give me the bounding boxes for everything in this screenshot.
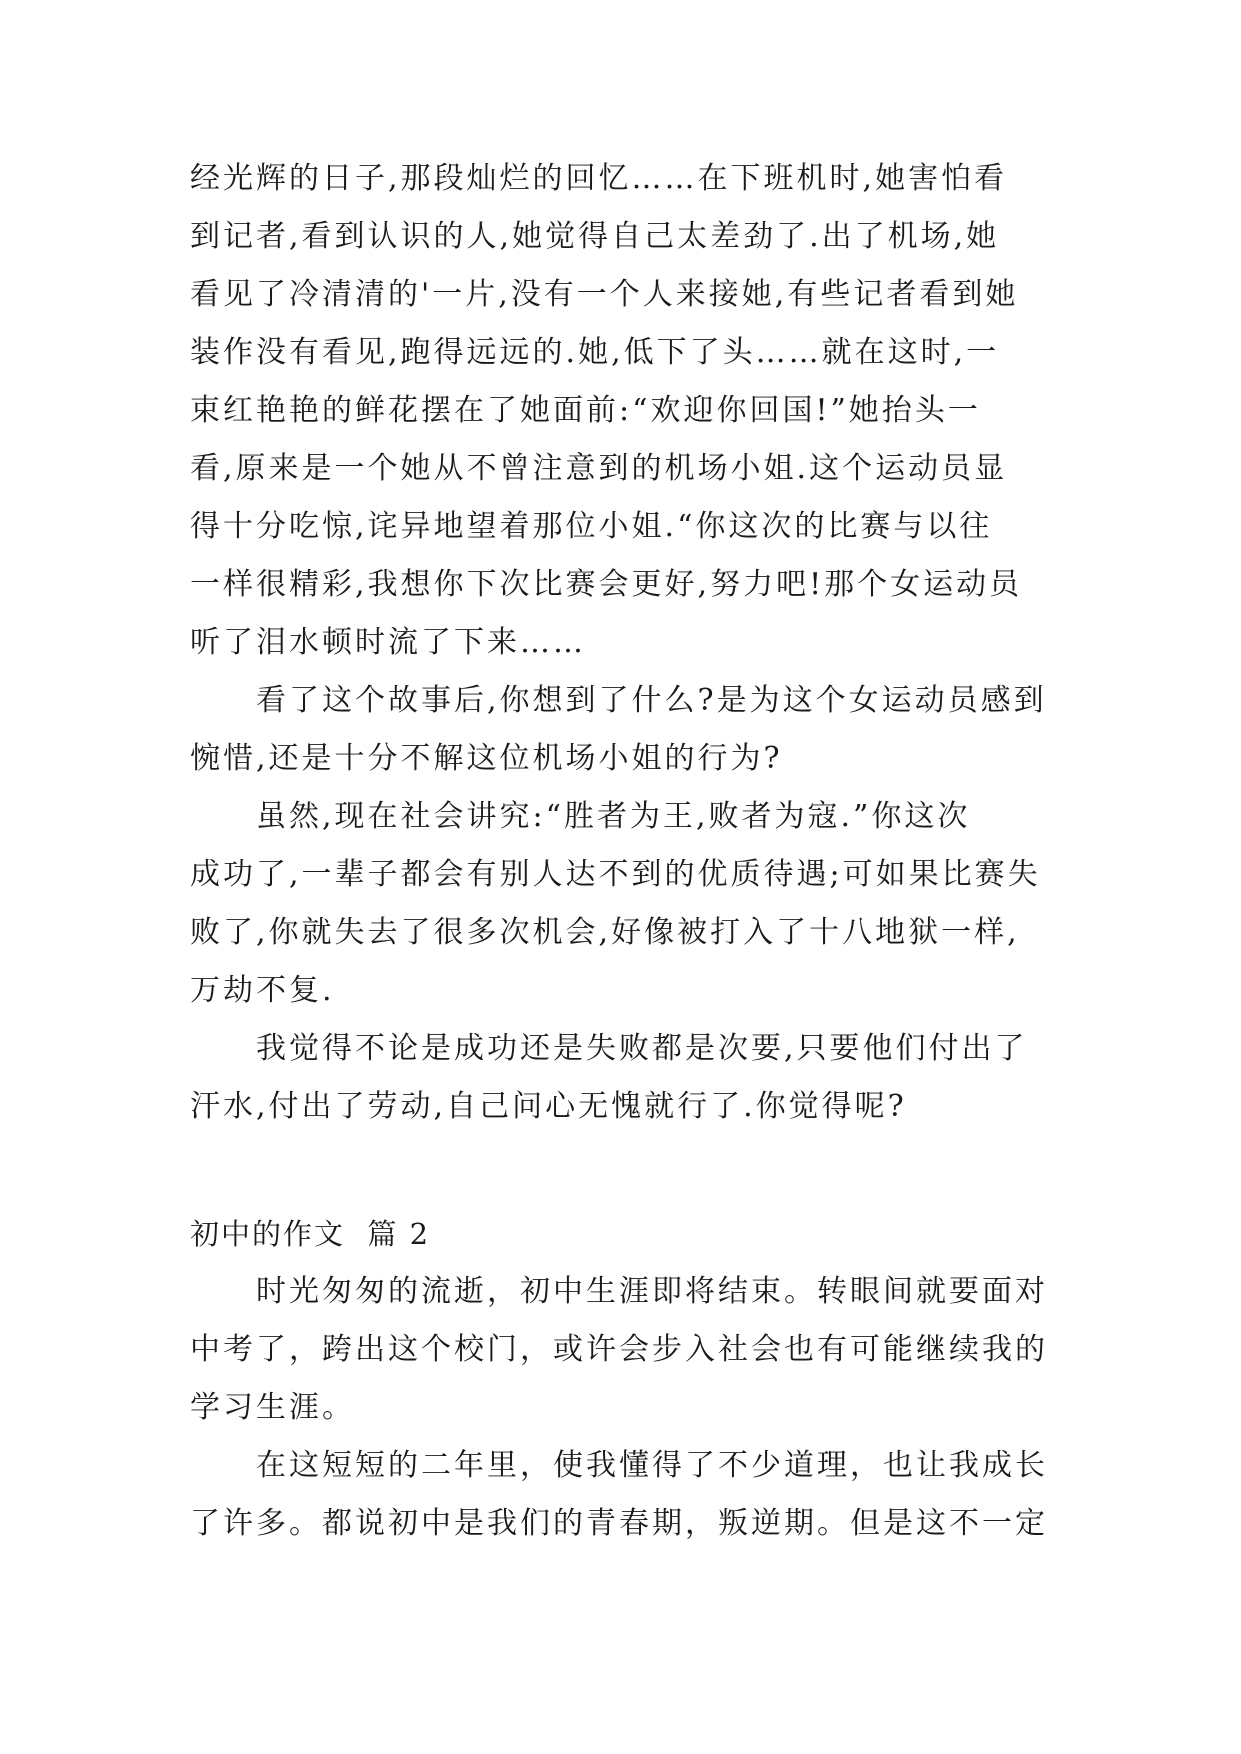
text-line: 经光辉的日子,那段灿烂的回忆……在下班机时,她害怕看 — [190, 161, 1008, 196]
text-line: 得十分吃惊,诧异地望着那位小姐.“你这次的比赛与以往 — [190, 509, 993, 544]
text-line: 装作没有看见,跑得远远的.她,低下了头……就在这时,一 — [190, 335, 1000, 370]
text-line: 看了这个故事后,你想到了什么?是为这个女运动员感到 — [190, 683, 1047, 718]
text-line: 我觉得不论是成功还是失败都是次要,只要他们付出了 — [190, 1031, 1028, 1066]
text-line: 一样很精彩,我想你下次比赛会更好,努力吧!那个女运动员 — [190, 567, 1023, 602]
text-line: 万劫不复. — [190, 973, 335, 1008]
text-line: 败了,你就失去了很多次机会,好像被打入了十八地狱一样, — [190, 915, 1020, 950]
text-line: 惋惜,还是十分不解这位机场小姐的行为? — [190, 741, 783, 776]
text-line: 看,原来是一个她从不曾注意到的机场小姐.这个运动员显 — [190, 451, 1008, 486]
text-line: 看见了冷清清的'一片,没有一个人来接她,有些记者看到她 — [190, 277, 1019, 312]
text-line: 成功了,一辈子都会有别人达不到的优质待遇;可如果比赛失 — [190, 857, 1041, 892]
text-line: 汗水,付出了劳动,自己问心无愧就行了.你觉得呢? — [190, 1089, 907, 1124]
text-line: 了许多。都说初中是我们的青春期，叛逆期。但是这不一定 — [190, 1506, 1048, 1541]
text-line: 听了泪水顿时流了下来…… — [190, 625, 586, 660]
text-line: 在这短短的二年里，使我懂得了不少道理，也让我成长 — [190, 1448, 1048, 1483]
essay-text-block — [190, 1263, 1050, 1553]
text-line: 虽然,现在社会讲究:“胜者为王,败者为寇.”你这次 — [190, 799, 971, 834]
story-text-block — [190, 150, 1050, 1136]
text-line: 束红艳艳的鲜花摆在了她面前:“欢迎你回国!”她抬头一 — [190, 393, 981, 428]
section-heading: 初中的作文 篇 2 — [190, 1217, 431, 1251]
text-line: 学习生涯。 — [190, 1390, 355, 1425]
text-line: 时光匆匆的流逝，初中生涯即将结束。转眼间就要面对 — [190, 1274, 1048, 1309]
text-line: 到记者,看到认识的人,她觉得自己太差劲了.出了机场,她 — [190, 219, 1000, 254]
text-line: 中考了，跨出这个校门，或许会步入社会也有可能继续我的 — [190, 1332, 1048, 1367]
